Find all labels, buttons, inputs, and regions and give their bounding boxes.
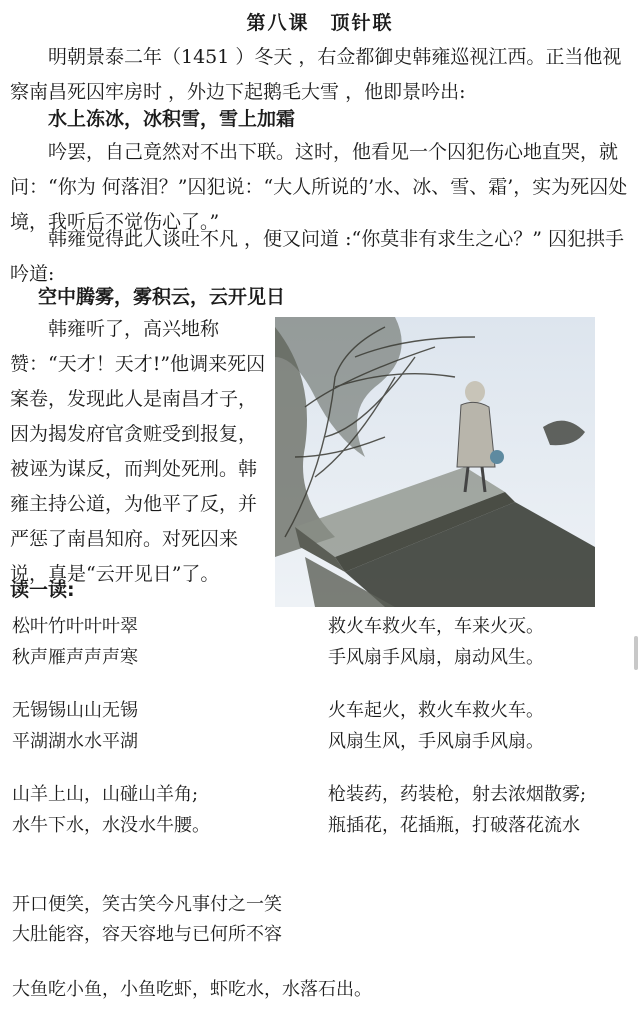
list-item: 风扇生风，手风扇手风扇。 bbox=[328, 731, 544, 752]
scrollbar-thumb[interactable] bbox=[634, 636, 638, 670]
paragraph-intro: 明朝景泰二年（1451 ）冬天 ，右佥都御史韩雍巡视江西。正当他视察南昌死囚牢房时 ，外边下起鹅毛大雪 ，他即景吟出: bbox=[10, 46, 622, 103]
story-illustration bbox=[275, 317, 595, 607]
list-item: 火车起火，救火车救火车。 bbox=[328, 700, 544, 721]
list-item: 大鱼吃小鱼，小鱼吃虾，虾吃水，水落石出。 bbox=[12, 979, 372, 1000]
couplet-first-line: 水上冻冰，冰积雪，雪上加霜 bbox=[48, 108, 296, 130]
list-item: 松叶竹叶叶叶翠 bbox=[12, 616, 138, 637]
couplet-second-line: 空中腾雾，雾积云，云开见日 bbox=[38, 286, 286, 308]
list-item: 瓶插花，花插瓶，打破落花流水 bbox=[328, 815, 580, 836]
lesson-title: 第八课 顶针联 bbox=[246, 12, 394, 34]
list-item: 平湖湖水水平湖 bbox=[12, 731, 138, 752]
list-item: 秋声雁声声声寒 bbox=[12, 647, 138, 668]
list-item: 救火车救火车，车来火灭。 bbox=[328, 616, 544, 637]
read-section-heading: 读一读: bbox=[10, 579, 75, 601]
paragraph-ending: 韩雍听了，高兴地称赞：“天才！天才!”他调来死囚案卷，发现此人是南昌才子，因为揭发府官贪赃受到报复，被诬为谋反，而判处死刑。韩雍主持公道，为他平了反，并严惩了南昌知府。对死囚来说，真是“云开见日”了。 bbox=[10, 318, 266, 585]
list-item: 开口便笑，笑古笑今凡事付之一笑 bbox=[12, 894, 282, 915]
list-item: 手风扇手风扇，扇动风生。 bbox=[328, 647, 544, 668]
list-item: 水牛下水，水没水牛腰。 bbox=[12, 815, 210, 836]
paragraph-question: 韩雍觉得此人谈吐不凡 ，便又问道 :“你莫非有求生之心？” 囚犯拱手吟道: bbox=[10, 228, 624, 285]
list-item: 无锡锡山山无锡 bbox=[12, 700, 138, 721]
list-item: 大肚能容，容天容地与已何所不容 bbox=[12, 924, 282, 945]
list-item: 山羊上山，山碰山羊角; bbox=[12, 784, 199, 805]
list-item: 枪装药，药装枪，射去浓烟散雾; bbox=[328, 784, 587, 805]
paragraph-prisoner: 吟罢，自己竟然对不出下联。这时，他看见一个囚犯伤心地直哭，就问：“你为 何落泪？”囚犯说：“大人所说的’水、冰、雪、霜’，实为死囚处境，我听后不觉伤心了。” bbox=[10, 141, 628, 233]
